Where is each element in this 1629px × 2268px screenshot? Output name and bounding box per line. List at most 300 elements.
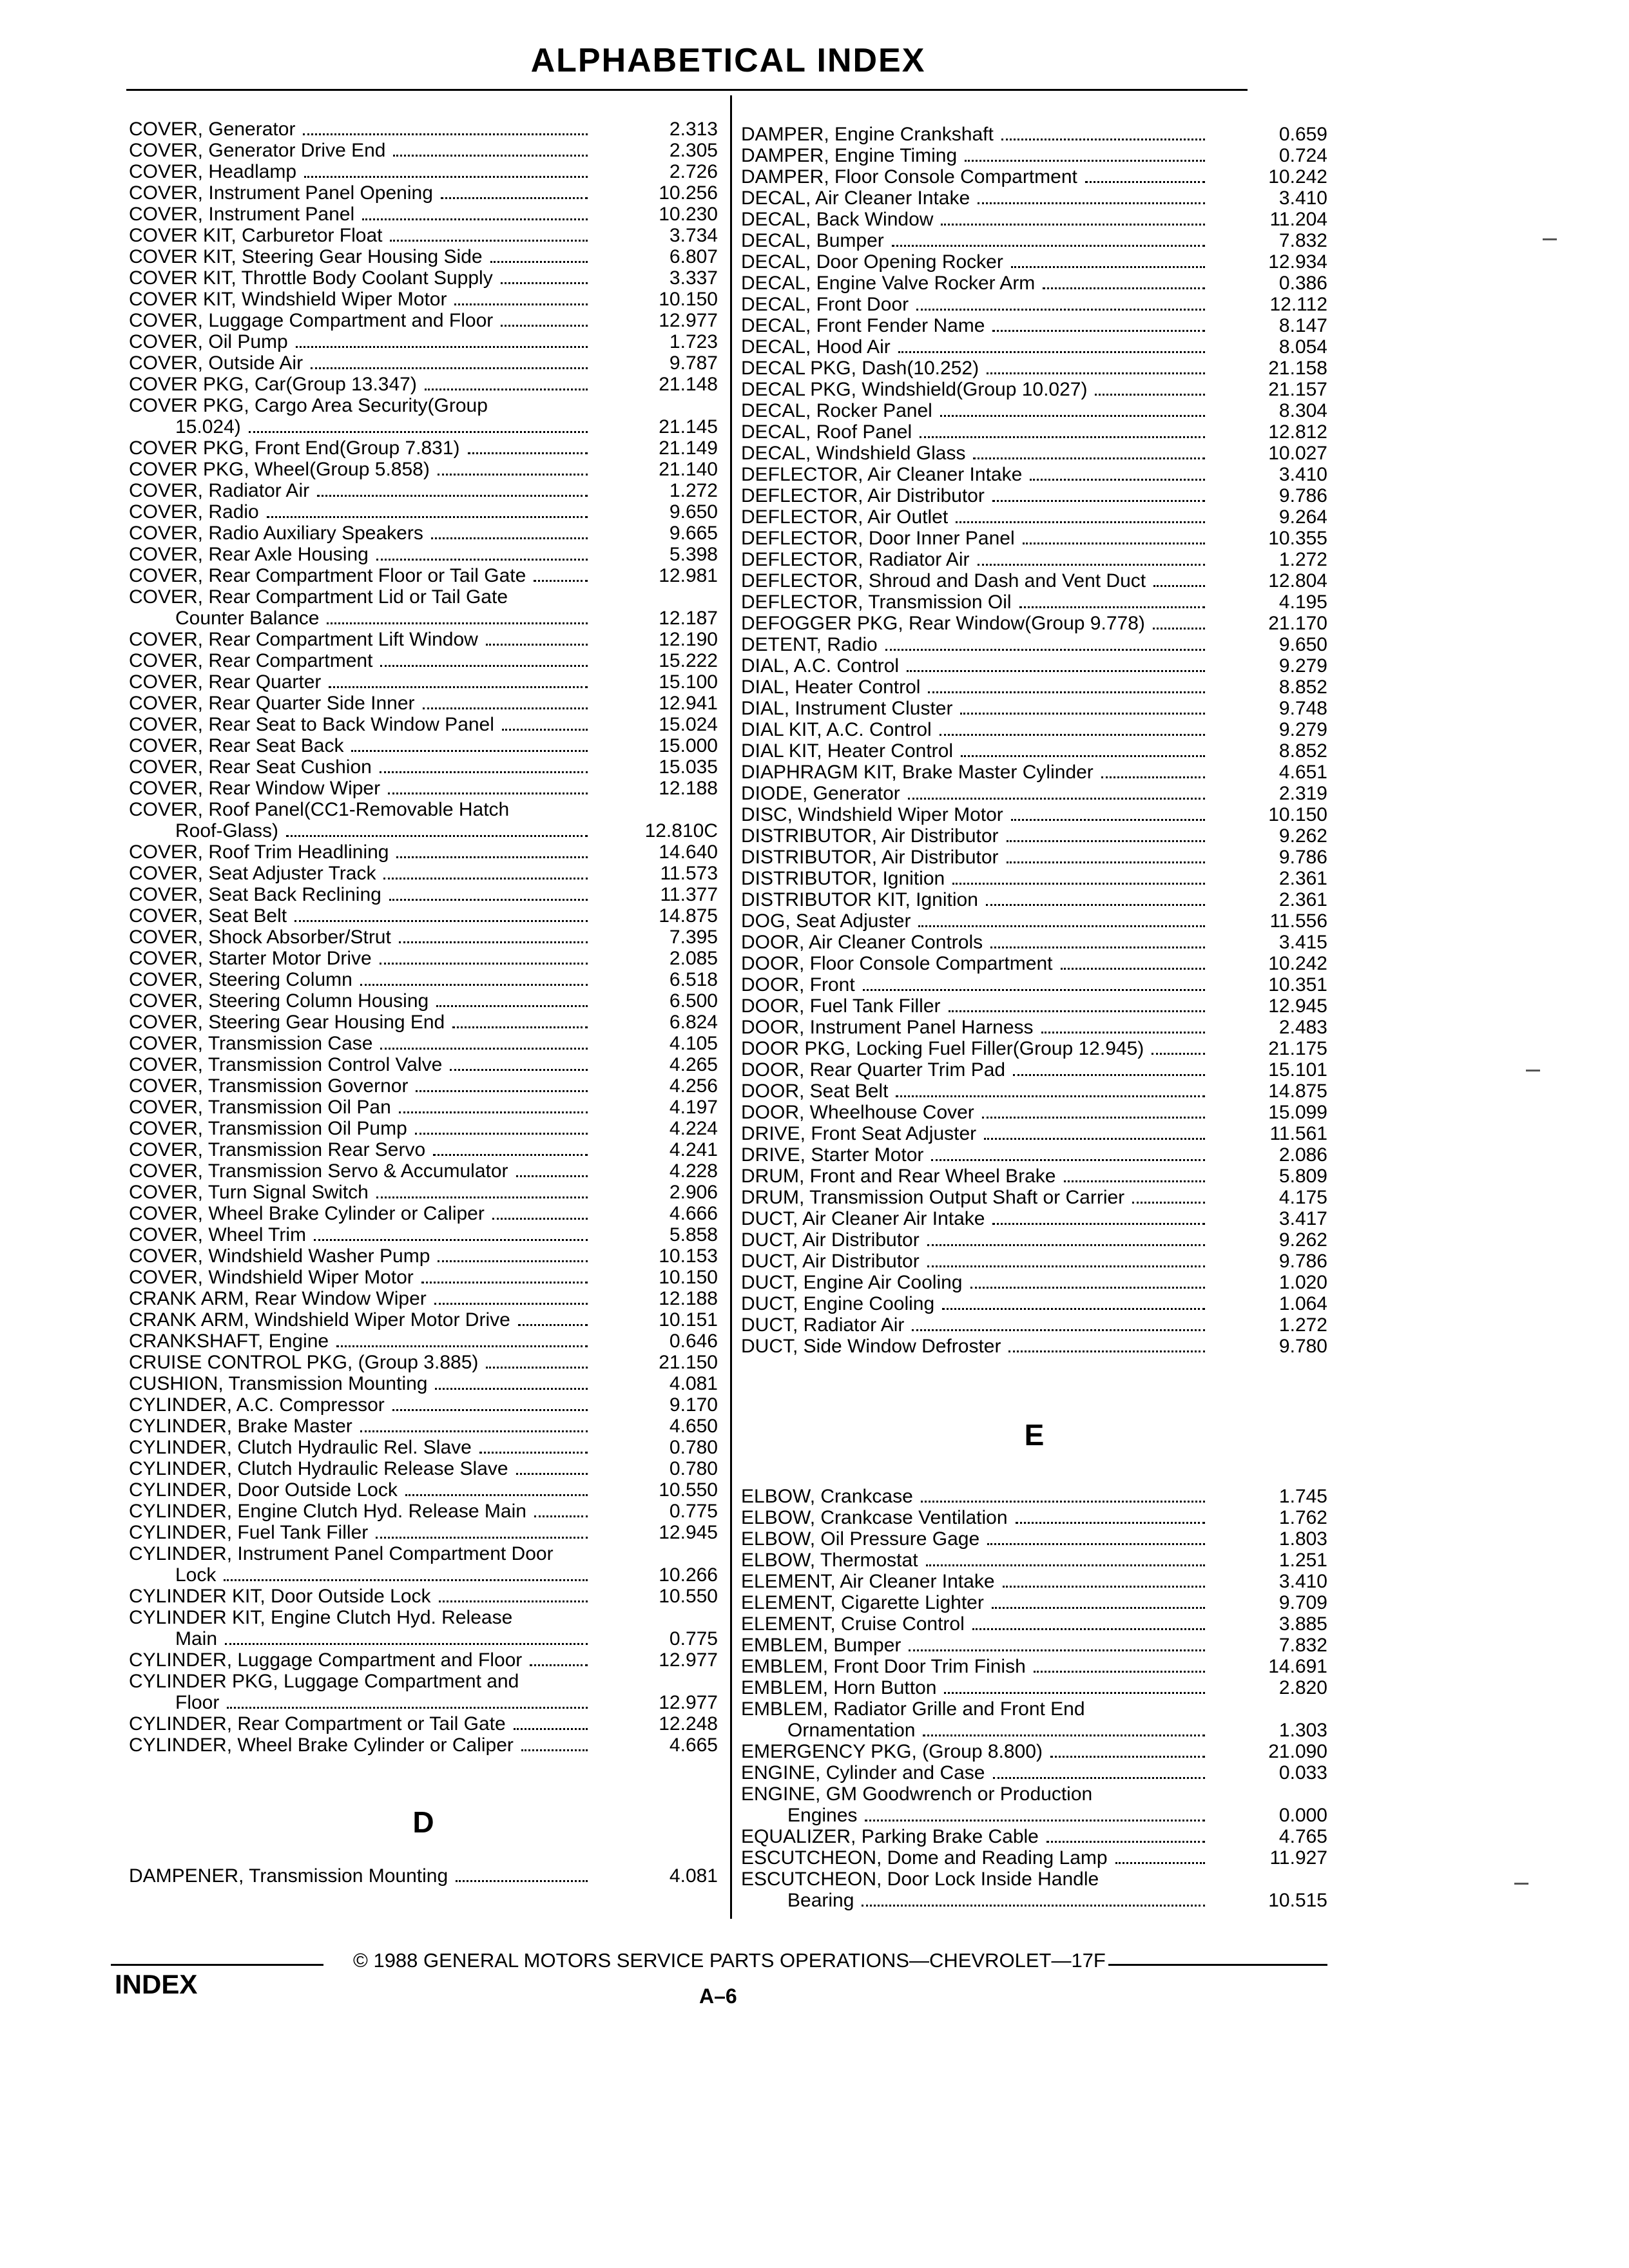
entry-name: DISTRIBUTOR KIT, Ignition	[741, 889, 978, 910]
dot-leader	[960, 713, 1205, 715]
index-entry	[129, 289, 718, 310]
index-entry	[741, 1869, 1327, 1890]
entry-name: COVER, Outside Air	[129, 352, 304, 374]
dot-leader	[918, 925, 1205, 927]
entry-group-number: 12.188	[659, 1288, 718, 1309]
entry-name: DOOR, Rear Quarter Trim Pad	[741, 1059, 1006, 1081]
entry-group-number: 4.265	[669, 1054, 718, 1075]
dot-leader	[862, 1905, 1205, 1907]
entry-name: ELEMENT, Air Cleaner Intake	[741, 1571, 995, 1592]
index-entry	[741, 1528, 1327, 1550]
edge-mark	[1543, 238, 1557, 240]
dot-leader	[921, 1501, 1205, 1503]
dot-leader	[486, 1367, 588, 1369]
dot-leader	[393, 155, 588, 157]
entry-group-number: 21.175	[1268, 1038, 1327, 1059]
dot-leader	[249, 431, 588, 433]
dot-leader	[423, 707, 588, 709]
entry-name: DOOR, Air Cleaner Controls	[741, 932, 983, 953]
dot-leader	[431, 537, 588, 539]
edge-mark	[1526, 1070, 1540, 1072]
entry-group-number: 2.086	[1278, 1144, 1327, 1166]
dot-leader	[972, 1628, 1205, 1630]
index-entry	[129, 1564, 718, 1586]
entry-name: COVER, Roof Panel(CC1-Removable Hatch	[129, 799, 510, 820]
entry-name: DEFLECTOR, Shroud and Dash and Vent Duct	[741, 570, 1146, 591]
entry-group-number: 0.775	[669, 1501, 718, 1522]
entry-name: DEFLECTOR, Air Distributor	[741, 485, 985, 506]
entry-name: EMBLEM, Front Door Trim Finish	[741, 1656, 1026, 1677]
index-entries-left	[129, 119, 718, 1756]
dot-leader	[1115, 1862, 1205, 1864]
entry-group-number: 21.140	[659, 459, 718, 480]
dot-leader	[534, 580, 588, 582]
entry-name: COVER, Rear Compartment	[129, 650, 373, 671]
dot-leader	[928, 691, 1205, 693]
dot-leader	[1153, 585, 1205, 587]
dot-leader	[1030, 479, 1205, 481]
entry-name: DUCT, Engine Air Cooling	[741, 1272, 963, 1293]
entry-group-number: 4.650	[669, 1416, 718, 1437]
entry-group-number: 3.415	[1278, 932, 1327, 953]
entry-name: DUCT, Air Distributor	[741, 1251, 920, 1272]
footer-rule-left	[111, 1964, 323, 1966]
entry-name: Engines	[787, 1805, 858, 1826]
entry-name: DEFOGGER PKG, Rear Window(Group 9.778)	[741, 613, 1145, 634]
entry-name: DAMPER, Engine Crankshaft	[741, 124, 994, 145]
entry-group-number: 15.101	[1268, 1059, 1327, 1081]
entry-group-number: 12.190	[659, 629, 718, 650]
dot-leader	[970, 1287, 1205, 1289]
index-entry	[741, 1507, 1327, 1528]
entry-name: Counter Balance	[175, 608, 320, 629]
index-entry	[741, 1293, 1327, 1314]
entry-group-number: 10.266	[659, 1564, 718, 1586]
entry-name: CYLINDER, A.C. Compressor	[129, 1394, 385, 1416]
footer-section-label: INDEX	[115, 1969, 198, 1999]
entry-group-number: 12.248	[659, 1713, 718, 1735]
index-entry	[129, 459, 718, 480]
entry-group-number: 4.241	[669, 1139, 718, 1160]
index-entry	[129, 416, 718, 437]
dot-leader	[267, 516, 588, 518]
entry-name: CYLINDER, Rear Compartment or Tail Gate	[129, 1713, 506, 1735]
index-entry	[741, 315, 1327, 336]
entry-group-number: 11.377	[660, 884, 718, 905]
entry-group-number: 10.355	[1268, 528, 1327, 549]
entry-group-number: 3.410	[1278, 187, 1327, 209]
dot-leader	[516, 1175, 588, 1177]
dot-leader	[942, 1308, 1205, 1310]
dot-leader	[990, 947, 1205, 948]
entry-name: COVER, Instrument Panel Opening	[129, 182, 433, 204]
entry-name: EMBLEM, Horn Button	[741, 1677, 937, 1698]
entry-group-number: 15.024	[659, 714, 718, 735]
entry-group-number: 6.807	[669, 246, 718, 267]
index-entry	[741, 1336, 1327, 1357]
entry-name: COVER, Transmission Servo & Accumulator	[129, 1160, 508, 1182]
entry-group-number: 9.786	[1278, 485, 1327, 506]
index-entry	[741, 294, 1327, 315]
entry-group-number: 0.659	[1278, 124, 1327, 145]
dot-leader	[434, 1303, 588, 1305]
index-entry	[741, 804, 1327, 825]
dot-leader	[892, 245, 1205, 247]
entry-name: CYLINDER, Clutch Hydraulic Rel. Slave	[129, 1437, 472, 1458]
dot-leader	[885, 649, 1205, 651]
entry-group-number: 2.313	[669, 119, 718, 140]
dot-leader	[949, 1010, 1205, 1012]
entry-name: COVER, Steering Column Housing	[129, 990, 429, 1012]
entry-name: Bearing	[787, 1890, 854, 1911]
index-entry	[741, 974, 1327, 995]
dot-leader	[1016, 1522, 1205, 1524]
entry-group-number: 1.303	[1278, 1720, 1327, 1741]
dot-leader	[329, 686, 588, 688]
index-entry	[129, 140, 718, 161]
entry-group-number: 8.147	[1278, 315, 1327, 336]
index-entry	[129, 1628, 718, 1649]
entry-name: DISTRIBUTOR, Ignition	[741, 868, 945, 889]
entry-name: COVER KIT, Steering Gear Housing Side	[129, 246, 483, 267]
dot-leader	[502, 729, 588, 731]
entry-name: DEFLECTOR, Transmission Oil	[741, 591, 1012, 613]
entry-name: DECAL, Hood Air	[741, 336, 891, 358]
dot-leader	[1003, 1586, 1205, 1588]
dot-leader	[225, 1643, 588, 1645]
entry-group-number: 4.665	[669, 1735, 718, 1756]
index-entry	[129, 990, 718, 1012]
entry-group-number: 1.723	[669, 331, 718, 352]
dot-leader	[916, 309, 1205, 311]
index-entry	[741, 124, 1327, 145]
entry-name: CYLINDER, Door Outside Lock	[129, 1479, 398, 1501]
index-entry	[129, 1075, 718, 1097]
entry-group-number: 2.483	[1278, 1017, 1327, 1038]
dot-leader	[1034, 1671, 1205, 1673]
entry-group-number: 4.765	[1278, 1826, 1327, 1847]
entry-name: DUCT, Side Window Defroster	[741, 1336, 1001, 1357]
entry-name: DEFLECTOR, Radiator Air	[741, 549, 970, 570]
index-entry	[741, 1847, 1327, 1869]
dot-leader	[944, 1692, 1205, 1694]
entry-name: Main	[175, 1628, 218, 1649]
entry-name: ENGINE, Cylinder and Case	[741, 1762, 985, 1783]
entry-name: CRUISE CONTROL PKG, (Group 3.885)	[129, 1352, 479, 1373]
entry-group-number: 8.054	[1278, 336, 1327, 358]
dot-leader	[1085, 181, 1205, 183]
entry-name: EMERGENCY PKG, (Group 8.800)	[741, 1741, 1043, 1762]
entry-name: COVER, Rear Seat Back	[129, 735, 344, 756]
dot-leader	[908, 798, 1205, 800]
entry-name: CYLINDER, Clutch Hydraulic Release Slave	[129, 1458, 508, 1479]
entry-group-number: 21.145	[659, 416, 718, 437]
entry-name: DIAL, A.C. Control	[741, 655, 900, 677]
entry-name: CYLINDER PKG, Luggage Compartment and	[129, 1671, 519, 1692]
dot-leader	[286, 835, 588, 837]
dot-leader	[1023, 543, 1205, 544]
entry-group-number: 21.157	[1268, 379, 1327, 400]
index-entry	[129, 480, 718, 501]
entry-name: COVER, Instrument Panel	[129, 204, 355, 225]
dot-leader	[514, 1728, 588, 1730]
index-entry	[741, 1890, 1327, 1911]
index-entry	[741, 1677, 1327, 1698]
index-entry	[129, 1160, 718, 1182]
dot-leader	[336, 1345, 588, 1347]
entry-group-number: 10.150	[659, 1267, 718, 1288]
dot-leader	[441, 197, 588, 199]
entry-group-number: 1.762	[1278, 1507, 1327, 1528]
entry-group-number: 1.803	[1278, 1528, 1327, 1550]
index-entry	[129, 225, 718, 246]
index-entry	[741, 358, 1327, 379]
dot-leader	[351, 750, 588, 752]
index-entry	[129, 565, 718, 586]
index-entry	[129, 119, 718, 140]
entry-name: ESCUTCHEON, Dome and Reading Lamp	[741, 1847, 1108, 1869]
entry-name: COVER, Radiator Air	[129, 480, 310, 501]
dot-leader	[927, 1244, 1205, 1246]
entry-name: CYLINDER, Fuel Tank Filler	[129, 1522, 369, 1543]
page-title: ALPHABETICAL INDEX	[530, 42, 926, 79]
entry-group-number: 11.204	[1269, 209, 1327, 230]
entry-group-number: 3.417	[1278, 1208, 1327, 1229]
entry-group-number: 4.175	[1278, 1187, 1327, 1208]
entry-name: COVER PKG, Front End(Group 7.831)	[129, 437, 460, 459]
dot-leader	[501, 282, 588, 284]
entry-name: DOOR, Instrument Panel Harness	[741, 1017, 1034, 1038]
entry-group-number: 10.515	[1268, 1890, 1327, 1911]
dot-leader	[1007, 840, 1205, 842]
dot-leader	[1152, 1053, 1205, 1055]
entry-name: CRANKSHAFT, Engine	[129, 1331, 329, 1352]
entry-group-number: 8.304	[1278, 400, 1327, 421]
index-entry	[129, 1352, 718, 1373]
dot-leader	[296, 346, 588, 348]
entry-group-number: 1.272	[1278, 549, 1327, 570]
index-entry	[129, 1331, 718, 1352]
section-letter-e: E	[1024, 1418, 1045, 1452]
entry-group-number: 4.081	[669, 1865, 718, 1887]
entry-name: COVER KIT, Carburetor Float	[129, 225, 383, 246]
index-entry	[741, 1208, 1327, 1229]
dot-leader	[1013, 1074, 1205, 1076]
entry-group-number: 14.875	[659, 905, 718, 927]
entry-group-number: 9.786	[1278, 847, 1327, 868]
entry-name: ELEMENT, Cruise Control	[741, 1613, 965, 1635]
index-entry	[741, 1826, 1327, 1847]
entry-name: Ornamentation	[787, 1720, 916, 1741]
index-entry	[129, 1012, 718, 1033]
index-entry	[129, 884, 718, 905]
dot-leader	[376, 1196, 588, 1198]
entry-group-number: 9.787	[669, 352, 718, 374]
entry-name: DRIVE, Front Seat Adjuster	[741, 1123, 977, 1144]
index-entry	[741, 1613, 1327, 1635]
column-divider	[730, 95, 732, 1919]
index-entry	[129, 1267, 718, 1288]
dot-leader	[376, 559, 588, 561]
entry-name: DOG, Seat Adjuster	[741, 910, 911, 932]
entry-group-number: 14.691	[1268, 1656, 1327, 1677]
dot-leader	[1132, 1202, 1205, 1204]
entry-group-number: 5.809	[1278, 1166, 1327, 1187]
entry-name: COVER, Seat Adjuster Track	[129, 863, 376, 884]
index-entry	[741, 336, 1327, 358]
entry-group-number: 5.858	[669, 1224, 718, 1245]
entry-name: DUCT, Radiator Air	[741, 1314, 905, 1336]
index-entry	[129, 1416, 718, 1437]
dot-leader	[940, 415, 1205, 417]
dot-leader	[865, 1820, 1205, 1821]
entry-group-number: 7.832	[1278, 230, 1327, 251]
entry-group-number: 15.000	[659, 735, 718, 756]
entry-name: DETENT, Radio	[741, 634, 878, 655]
entry-group-number: 10.351	[1268, 974, 1327, 995]
index-entry	[129, 841, 718, 863]
index-entry	[129, 778, 718, 799]
dot-leader	[992, 1607, 1205, 1609]
index-entry	[741, 187, 1327, 209]
index-entry	[741, 1229, 1327, 1251]
entry-group-number: 1.251	[1278, 1550, 1327, 1571]
index-entry	[741, 1762, 1327, 1783]
dot-leader	[227, 1707, 588, 1709]
index-entry	[741, 1123, 1327, 1144]
entry-name: CYLINDER, Wheel Brake Cylinder or Caliper	[129, 1735, 514, 1756]
dot-leader	[425, 389, 588, 390]
index-entry	[741, 762, 1327, 783]
dot-leader	[435, 1388, 588, 1390]
entry-name: DOOR, Front	[741, 974, 855, 995]
entry-group-number: 12.945	[659, 1522, 718, 1543]
entry-group-number: 9.264	[1278, 506, 1327, 528]
index-entry	[741, 506, 1327, 528]
dot-leader	[986, 904, 1205, 906]
index-entry	[129, 1607, 718, 1628]
entry-group-number: 0.033	[1278, 1762, 1327, 1783]
index-entry	[741, 1166, 1327, 1187]
entry-group-number: 6.518	[669, 969, 718, 990]
dot-leader	[388, 793, 588, 794]
entry-group-number: 3.410	[1278, 464, 1327, 485]
entry-name: COVER, Turn Signal Switch	[129, 1182, 369, 1203]
entry-name: DOOR PKG, Locking Fuel Filler(Group 12.945)	[741, 1038, 1144, 1059]
dot-leader	[912, 1329, 1205, 1331]
dot-leader	[436, 1005, 588, 1007]
entry-group-number: 12.187	[659, 608, 718, 629]
entry-group-number: 2.319	[1278, 783, 1327, 804]
entry-group-number: 21.158	[1268, 358, 1327, 379]
entry-name: DECAL, Rocker Panel	[741, 400, 932, 421]
entry-group-number: 7.832	[1278, 1635, 1327, 1656]
entry-group-number: 9.279	[1278, 655, 1327, 677]
dot-leader	[516, 1473, 588, 1475]
entry-group-number: 12.977	[659, 310, 718, 331]
index-entry	[741, 932, 1327, 953]
index-entry	[129, 1479, 718, 1501]
entry-group-number: 9.780	[1278, 1336, 1327, 1357]
dot-leader	[1153, 628, 1205, 629]
dot-leader	[931, 1159, 1205, 1161]
entry-group-number: 12.981	[659, 565, 718, 586]
index-entry	[741, 570, 1327, 591]
index-entry	[129, 161, 718, 182]
dot-leader	[863, 989, 1205, 991]
index-entry	[741, 825, 1327, 847]
entry-group-number: 4.224	[669, 1118, 718, 1139]
entry-name: COVER, Radio	[129, 501, 259, 523]
entry-name: COVER, Roof Trim Headlining	[129, 841, 389, 863]
entry-name: 15.024)	[175, 416, 241, 437]
dot-leader	[518, 1324, 588, 1326]
index-entry	[741, 1017, 1327, 1038]
dot-leader	[389, 899, 588, 901]
index-entry	[741, 145, 1327, 166]
entry-group-number: 4.651	[1278, 762, 1327, 783]
dot-leader	[984, 1138, 1205, 1140]
index-entry	[129, 820, 718, 841]
entry-name: DOOR, Fuel Tank Filler	[741, 995, 941, 1017]
entry-group-number: 12.812	[1268, 421, 1327, 443]
entry-group-number: 12.977	[659, 1649, 718, 1671]
entry-name: DIODE, Generator	[741, 783, 900, 804]
entry-group-number: 15.035	[659, 756, 718, 778]
index-entry	[129, 1671, 718, 1692]
index-entry	[741, 166, 1327, 187]
index-entry	[129, 799, 718, 820]
index-entry	[741, 1592, 1327, 1613]
dot-leader	[490, 261, 588, 263]
entry-group-number: 12.188	[659, 778, 718, 799]
entry-name: Floor	[175, 1692, 220, 1713]
entry-name: COVER, Transmission Control Valve	[129, 1054, 443, 1075]
entry-name: DECAL, Roof Panel	[741, 421, 912, 443]
entry-name: Lock	[175, 1564, 217, 1586]
entry-name: DUCT, Air Cleaner Air Intake	[741, 1208, 985, 1229]
dot-leader	[1064, 1180, 1205, 1182]
index-entry	[129, 1097, 718, 1118]
entry-name: ELBOW, Crankcase	[741, 1486, 913, 1507]
entry-group-number: 21.150	[659, 1352, 718, 1373]
page-number: A–6	[699, 1984, 737, 2008]
dot-leader	[314, 1239, 588, 1241]
entry-group-number: 21.149	[659, 437, 718, 459]
index-entry	[741, 1081, 1327, 1102]
entry-group-number: 2.726	[669, 161, 718, 182]
entry-group-number: 9.279	[1278, 719, 1327, 740]
entry-group-number: 9.262	[1278, 1229, 1327, 1251]
dot-leader	[1019, 606, 1205, 608]
entry-group-number: 9.709	[1278, 1592, 1327, 1613]
index-entry	[741, 485, 1327, 506]
entry-name: COVER, Rear Quarter	[129, 671, 322, 693]
entry-group-number: 8.852	[1278, 677, 1327, 698]
entry-group-number: 14.875	[1268, 1081, 1327, 1102]
dot-leader	[311, 367, 588, 369]
dot-leader	[360, 984, 588, 986]
entry-name: COVER, Transmission Case	[129, 1033, 373, 1054]
index-entry	[129, 1713, 718, 1735]
entry-group-number: 12.112	[1269, 294, 1327, 315]
index-entry	[129, 756, 718, 778]
entry-group-number: 3.734	[669, 225, 718, 246]
dot-leader	[1050, 1756, 1205, 1758]
entry-name: DECAL, Windshield Glass	[741, 443, 966, 464]
dot-leader	[1001, 139, 1205, 140]
index-entry	[129, 1649, 718, 1671]
